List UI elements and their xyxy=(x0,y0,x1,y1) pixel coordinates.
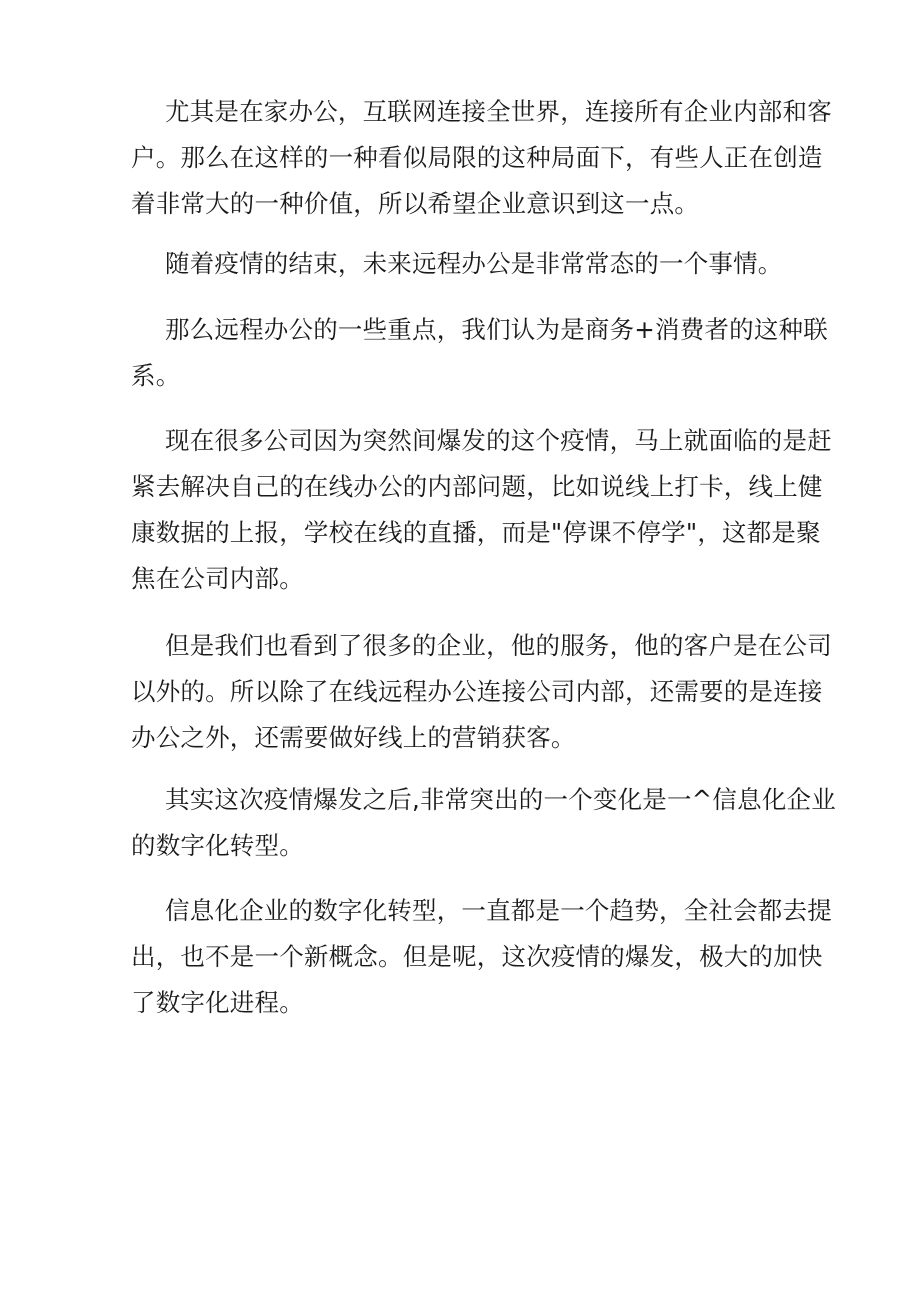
paragraph-line: 那么远程办公的一些重点，我们认为是商务+消费者的这种联 xyxy=(165,315,828,344)
paragraph-line: 户。那么在这样的一种看似局限的这种局面下，有些人正在创造 xyxy=(131,143,823,172)
paragraph-line: 着非常大的一种价值，所以希望企业意识到这一点。 xyxy=(131,189,700,218)
paragraph-line: 的数字化转型。 xyxy=(131,831,304,860)
paragraph-remote-work-connection xyxy=(131,89,832,227)
paragraph-line: 办公之外，还需要做好线上的营销获客。 xyxy=(131,723,576,752)
paragraph-line: 其实这次疫情爆发之后,非常突出的一个变化是一^信息化企业 xyxy=(165,785,836,814)
paragraph-line: 尤其是在家办公，互联网连接全世界，连接所有企业内部和客 xyxy=(165,97,832,126)
paragraph-internal-problems xyxy=(131,418,832,602)
paragraph-digital-trend xyxy=(131,888,832,1026)
paragraph-line: 系。 xyxy=(131,361,181,390)
paragraph-line: 随着疫情的结束，未来远程办公是非常常态的一个事情。 xyxy=(165,249,783,278)
paragraph-line: 但是我们也看到了很多的企业，他的服务，他的客户是在公司 xyxy=(165,631,832,660)
paragraph-line: 紧去解决自己的在线办公的内部问题，比如说线上打卡，线上健 xyxy=(131,472,823,501)
paragraph-line: 了数字化进程。 xyxy=(131,988,304,1017)
paragraph-post-epidemic-remote xyxy=(131,241,791,287)
paragraph-line: 信息化企业的数字化转型，一直都是一个趋势，全社会都去提 xyxy=(165,896,832,925)
paragraph-line: 康数据的上报，学校在线的直播，而是"停课不停学"，这都是聚 xyxy=(131,518,821,547)
paragraph-line: 现在很多公司因为突然间爆发的这个疫情，马上就面临的是赶 xyxy=(165,426,832,455)
paragraph-line: 以外的。所以除了在线远程办公连接公司内部，还需要的是连接 xyxy=(131,677,823,706)
paragraph-line: 出，也不是一个新概念。但是呢，这次疫情的爆发，极大的加快 xyxy=(131,942,823,971)
paragraph-remote-key-points xyxy=(131,307,828,399)
paragraph-digital-transformation-change xyxy=(131,777,836,869)
paragraph-external-customers xyxy=(131,623,832,761)
paragraph-line: 焦在公司内部。 xyxy=(131,564,304,593)
